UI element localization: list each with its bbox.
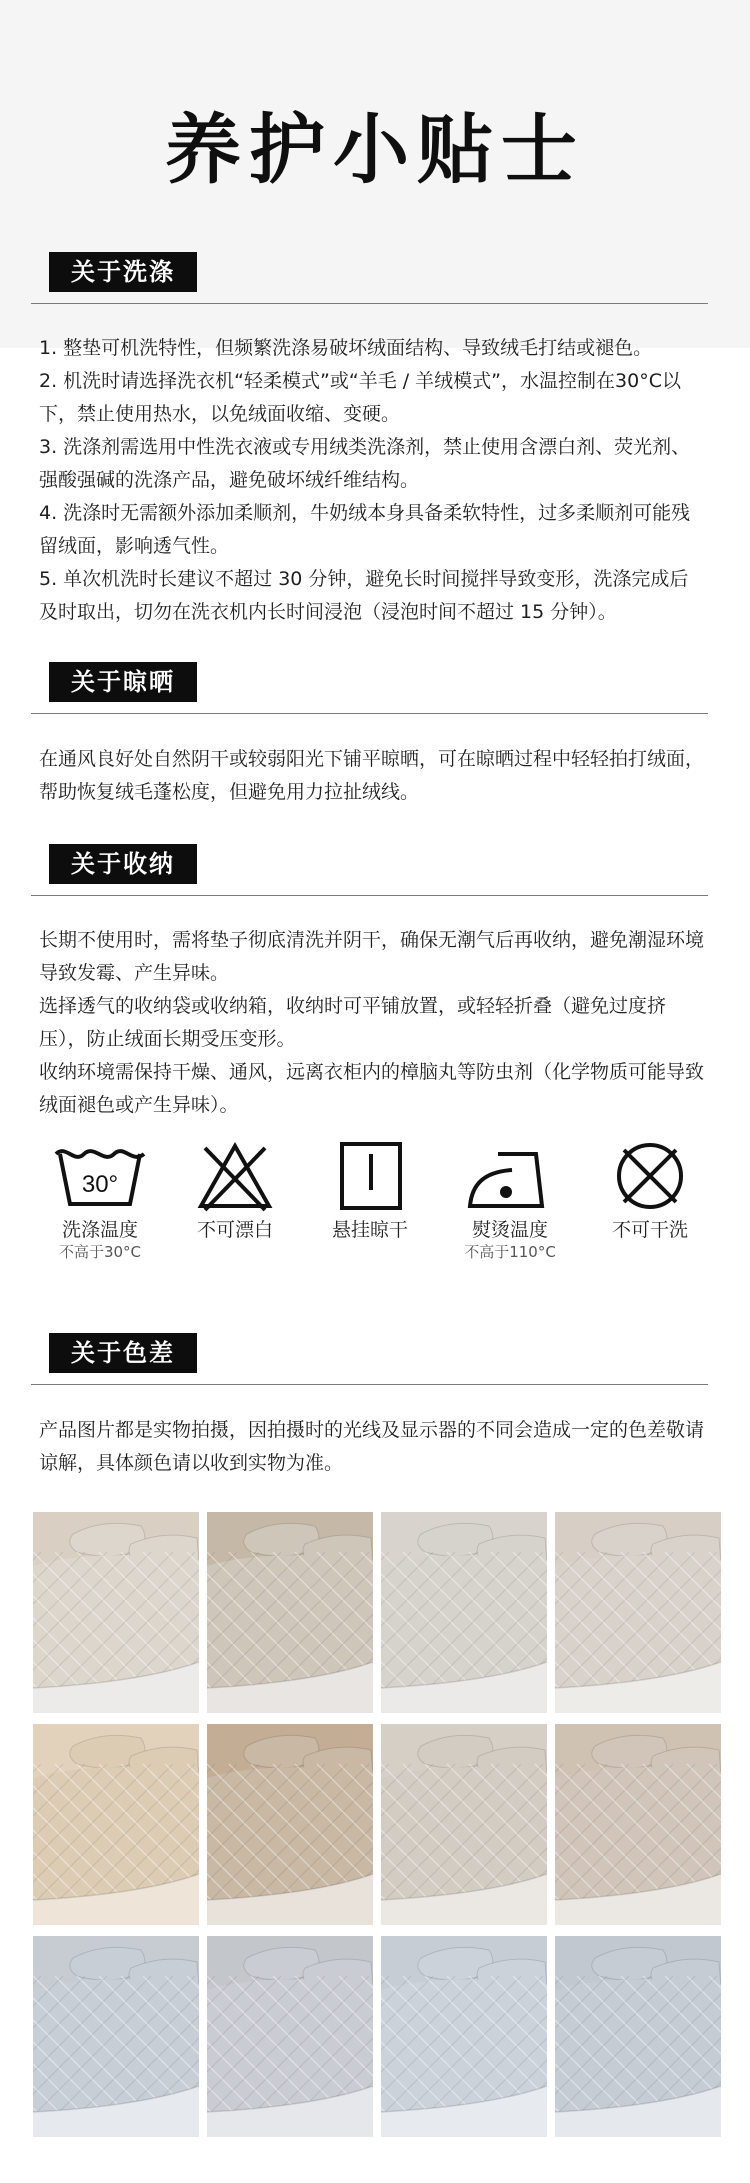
washing-line-2: 2. 机洗时请选择洗衣机“轻柔模式”或“羊毛 / 羊绒模式”，水温控制在30°C以下，禁止使用热水，以免绒面收缩、变硬。: [39, 370, 681, 425]
no-dry-clean-icon: [610, 1140, 690, 1212]
swatch-tile: [555, 1724, 721, 1925]
storage-line-3: 收纳环境需保持干燥、通风，远离衣柜内的樟脑丸等防虫剂（化学物质可能导致绒面褪色或产生异味）。: [39, 1061, 705, 1116]
swatch-tile: [33, 1512, 199, 1713]
section-divider: [31, 895, 708, 896]
swatch-tile: [381, 1724, 547, 1925]
color-text: [39, 1414, 707, 1480]
mattress-pad-image: [555, 1724, 721, 1925]
care-sub-iron: 不高于110°C: [464, 1243, 556, 1261]
care-icon-dryclean: [580, 1140, 720, 1290]
care-icon-hang: [300, 1140, 440, 1290]
washing-line-3: 3. 洗涤剂需选用中性洗衣液或专用绒类洗涤剂，禁止使用含漂白剂、荧光剂、强酸强碱的洗涤产品，避免破坏绒纤维结构。: [39, 436, 691, 491]
swatch-tile: [555, 1512, 721, 1713]
swatch-tile: [555, 1936, 721, 2137]
mattress-pad-image: [381, 1512, 547, 1713]
swatch-tile: [207, 1512, 373, 1713]
swatch-tile: [33, 1724, 199, 1925]
mattress-pad-image: [381, 1724, 547, 1925]
washing-line-4: 4. 洗涤时无需额外添加柔顺剂，牛奶绒本身具备柔软特性，过多柔顺剂可能残留绒面，影响透气性。: [39, 502, 691, 557]
mattress-pad-image: [207, 1512, 373, 1713]
washing-line-5: 5. 单次机洗时长建议不超过 30 分钟，避免长时间搅拌导致变形，洗涤完成后及时取出，切勿在洗衣机内长时间浸泡（浸泡时间不超过 15 分钟）。: [39, 568, 689, 623]
color-line-1: 产品图片都是实物拍摄，因拍摄时的光线及显示器的不同会造成一定的色差敬请谅解，具体颜色请以收到实物为准。: [39, 1419, 705, 1474]
mattress-pad-image: [555, 1936, 721, 2137]
section-color-heading: 关于色差: [49, 1333, 197, 1373]
swatch-tile: [33, 1936, 199, 2137]
swatch-tile: [381, 1936, 547, 2137]
swatch-tile: [381, 1512, 547, 1713]
section-divider: [31, 1384, 708, 1385]
wash-tub-30-icon: [52, 1140, 148, 1212]
mattress-pad-image: [207, 1936, 373, 2137]
care-label-iron: 熨烫温度: [471, 1219, 548, 1241]
swatch-tile: [207, 1936, 373, 2137]
mattress-pad-image: [33, 1724, 199, 1925]
care-label-bleach: 不可漂白: [196, 1219, 273, 1241]
storage-line-1: 长期不使用时，需将垫子彻底清洗并阴干，确保无潮气后再收纳，避免潮湿环境导致发霉、产生异味。: [39, 929, 705, 984]
no-bleach-icon: [195, 1140, 275, 1212]
section-divider: [31, 303, 708, 304]
mattress-pad-image: [33, 1512, 199, 1713]
care-sub-wash: 不高于30°C: [58, 1243, 142, 1261]
mattress-pad-image: [207, 1724, 373, 1925]
storage-text: [39, 924, 707, 1122]
section-divider: [31, 713, 708, 714]
mattress-pad-image: [33, 1936, 199, 2137]
washing-line-1: 1. 整垫可机洗特性，但频繁洗涤易破坏绒面结构、导致绒毛打结或褪色。: [39, 337, 653, 359]
care-label-hang: 悬挂晾干: [331, 1219, 408, 1241]
iron-icon: [460, 1140, 560, 1212]
section-storage-heading: 关于收纳: [49, 844, 197, 884]
care-label-wash: 洗涤温度: [61, 1219, 138, 1241]
mattress-pad-image: [555, 1512, 721, 1713]
page-title: 养护小贴士: [165, 105, 585, 194]
care-icon-bleach: [165, 1140, 305, 1290]
drying-line-1: 在通风良好处自然阴干或较弱阳光下铺平晾晒，可在晾晒过程中轻轻拍打绒面，帮助恢复绒毛蓬松度，但避免用力拉扯绒线。: [39, 748, 705, 803]
care-icon-iron: [440, 1140, 580, 1290]
swatch-tile: [207, 1724, 373, 1925]
mattress-pad-image: [381, 1936, 547, 2137]
wash-temp-badge: 30°: [81, 1171, 119, 1198]
drying-text: [39, 743, 707, 809]
washing-text: [39, 332, 707, 629]
hang-dry-icon: [330, 1140, 410, 1212]
section-drying-heading: 关于晾晒: [49, 662, 197, 702]
care-icons-row: [30, 1140, 720, 1290]
care-icon-wash: [30, 1140, 170, 1290]
section-washing-heading: 关于洗涤: [49, 252, 197, 292]
care-label-dryclean: 不可干洗: [611, 1219, 688, 1241]
storage-line-2: 选择透气的收纳袋或收纳箱，收纳时可平铺放置，或轻轻折叠（避免过度挤压），防止绒面长期受压变形。: [39, 995, 667, 1050]
